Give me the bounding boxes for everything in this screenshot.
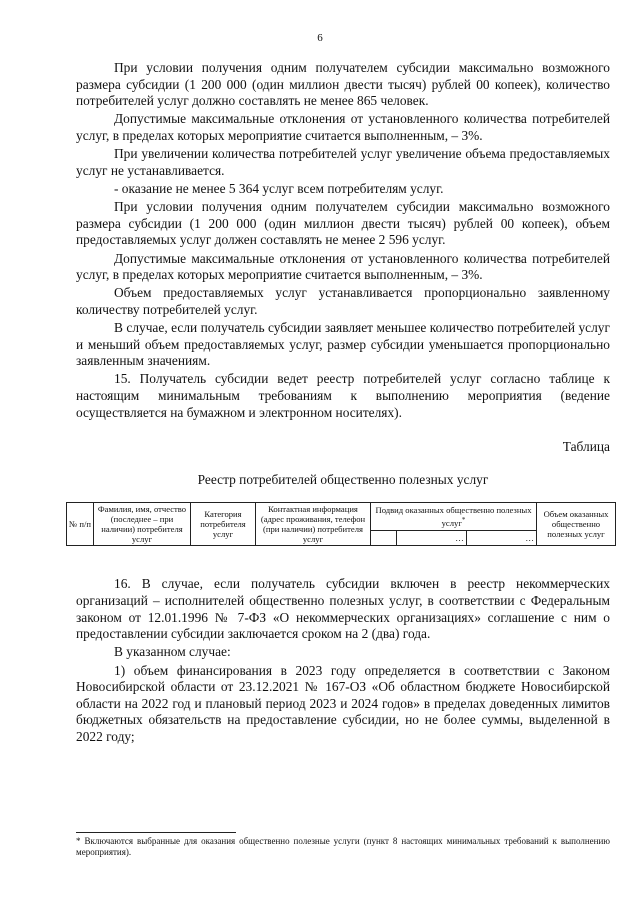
footnote-mark: * bbox=[461, 516, 466, 525]
sub-cell: … bbox=[466, 531, 536, 546]
paragraph: 15. Получатель субсидии ведет реестр потребителей услуг согласно таблице к настоящим минимальным требованиям к выполнению мероприятия (ведение осуществляется на бумажном и электронном носителях). bbox=[76, 371, 610, 420]
paragraph: При увеличении количества потребителей услуг увеличение объема предоставляемых услуг не устанавливается. bbox=[76, 146, 610, 178]
header-contact: Контактная информация (адрес проживания, телефон (при наличии) потребителя услуг bbox=[256, 503, 371, 546]
document-body bbox=[69, 60, 610, 747]
header-services-text: Подвид оказанных общественно полезных услуг bbox=[375, 505, 532, 529]
sub-cell bbox=[371, 531, 397, 546]
table-label: Таблица bbox=[562, 439, 610, 455]
sub-cell: … bbox=[396, 531, 466, 546]
header-num: № п/п bbox=[67, 503, 94, 546]
paragraph: 16. В случае, если получатель субсидии включен в реестр некоммерческих организаций – исполнителей общественно полезных услуг, в соответствии с Федеральным законом от 12.01.1996 № 7-ФЗ «О некоммерческих организациях» соглашение с ним о предоставлении субсидии заключается сроком на 2 (два) года. bbox=[76, 576, 610, 642]
header-services bbox=[371, 503, 537, 531]
paragraph: В случае, если получатель субсидии заявляет меньшее количество потребителей услуг и меньший объем предоставляемых услуг, размер субсидии уменьшается пропорционально заявленным значениям. bbox=[76, 320, 610, 369]
paragraph: В указанном случае: bbox=[114, 644, 231, 660]
paragraph: - оказание не менее 5 364 услуг всем потребителям услуг. bbox=[114, 180, 444, 196]
paragraph: Допустимые максимальные отклонения от установленного количества потребителей услуг, в пределах которых мероприятие считается выполненным, – 3%. bbox=[76, 250, 610, 283]
header-name: Фамилия, имя, отчество (последнее – при наличии) потребителя услуг bbox=[94, 503, 191, 546]
header-volume: Объем оказанных общественно полезных услуг bbox=[537, 503, 616, 546]
paragraph: Допустимые максимальные отклонения от установленного количества потребителей услуг, в пределах которых мероприятие считается выполненным, – 3%. bbox=[76, 111, 610, 143]
page-number: 6 bbox=[317, 32, 323, 44]
header-category: Категория потребителя услуг bbox=[191, 503, 256, 546]
paragraph: При условии получения одним получателем субсидии максимально возможного размера субсидии (1 200 000 (один миллион двести тысяч) рублей 00 копеек), количество потребителей услуг должно составлять не менее 865 человек. bbox=[76, 60, 610, 109]
paragraph: Объем предоставляемых услуг устанавливается пропорционально заявленному количеству потребителей услуг. bbox=[76, 285, 610, 317]
paragraph: При условии получения одним получателем субсидии максимально возможного размера субсидии (1 200 000 (один миллион двести тысяч) рублей 00 копеек), объем предоставляемых услуг должен составлять не менее 2 596 услуг. bbox=[76, 199, 610, 248]
table-title: Реестр потребителей общественно полезных услуг bbox=[197, 471, 489, 487]
registry-table bbox=[66, 502, 616, 546]
paragraph: 1) объем финансирования в 2023 году определяется в соответствии с Законом Новосибирской области от 23.12.2021 № 167-ОЗ «Об областном бюджете Новосибирской области на 2022 год и плановый период 2023 и 2024 годов» в пределах доведенных лимитов бюджетных обязательств на предоставление субсидии, но не более суммы, выделенной в 2022 году; bbox=[76, 662, 610, 744]
footnote: * Включаются выбранные для оказания общественно полезные услуги (пункт 8 настоящих минимальных требований к выполнению мероприятия). bbox=[76, 836, 610, 857]
footnote-divider bbox=[76, 832, 236, 833]
